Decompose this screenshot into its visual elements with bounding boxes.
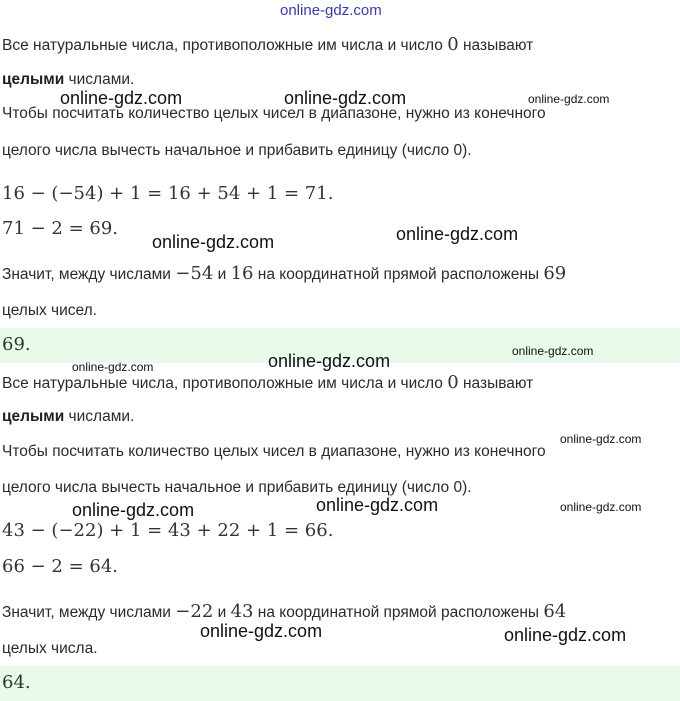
definition-text: называют [462, 375, 534, 392]
watermark: online-gdz.com [504, 625, 627, 645]
conclusion-text: Значит, между числами [2, 266, 171, 283]
watermark: online-gdz.com [268, 351, 391, 371]
math-number: 69 [543, 263, 567, 284]
zero-number: 0 [447, 34, 459, 55]
rule-line: Чтобы посчитать количество целых чисел в диапазоне, нужно из конечного [2, 443, 546, 460]
watermark: online-gdz.com [396, 224, 519, 244]
equation: 43 − (−22) + 1 = 43 + 22 + 1 = 66. [2, 520, 334, 541]
definition-text: называют [462, 37, 534, 54]
conclusion-line [2, 263, 566, 284]
conclusion-text: и [217, 266, 227, 283]
conclusion-text: и [217, 604, 227, 621]
math-number: −54 [175, 263, 214, 284]
math-number: −22 [175, 601, 214, 622]
equation: 66 − 2 = 64. [2, 556, 119, 577]
watermark: online-gdz.com [60, 88, 183, 108]
zero-number: 0 [447, 372, 459, 393]
definition-text: числами. [68, 408, 135, 425]
watermark: online-gdz.com [72, 360, 154, 374]
conclusion-text: Значит, между числами [2, 604, 171, 621]
answer-value: 69. [2, 334, 31, 355]
conclusion-line-2: целых чисел. [2, 302, 97, 319]
bold-term: целыми [2, 71, 65, 88]
definition-line [2, 34, 533, 55]
definition-text: Все натуральные числа, противоположные им числа и число [2, 37, 443, 54]
bold-term: целыми [2, 408, 65, 425]
rule-line: целого числа вычесть начальное и прибавить единицу (число 0). [2, 479, 472, 496]
rule-line: Чтобы посчитать количество целых чисел в диапазоне, нужно из конечного [2, 105, 546, 122]
definition-text: Все натуральные числа, противоположные им числа и число [2, 375, 443, 392]
watermark: online-gdz.com [152, 232, 275, 252]
watermark: online-gdz.com [200, 621, 323, 641]
conclusion-text: на координатной прямой расположены [257, 604, 540, 621]
watermark: online-gdz.com [316, 495, 439, 515]
math-number: 64 [543, 601, 567, 622]
answer-value: 64. [2, 672, 31, 693]
watermark: online-gdz.com [280, 2, 382, 19]
math-number: 16 [230, 263, 254, 284]
definition-line-2 [2, 71, 134, 89]
conclusion-line [2, 601, 566, 622]
definition-line-2 [2, 408, 134, 426]
equation: 16 − (−54) + 1 = 16 + 54 + 1 = 71. [2, 183, 334, 204]
watermark: online-gdz.com [512, 344, 594, 358]
watermark: online-gdz.com [560, 500, 642, 514]
conclusion-line-2: целых числа. [2, 640, 98, 657]
watermark: online-gdz.com [560, 432, 642, 446]
watermark: online-gdz.com [528, 92, 610, 106]
definition-line [2, 372, 533, 393]
watermark: online-gdz.com [72, 500, 195, 520]
math-number: 43 [230, 601, 254, 622]
rule-line: целого числа вычесть начальное и прибавить единицу (число 0). [2, 142, 472, 159]
definition-text: числами. [68, 71, 135, 88]
watermark: online-gdz.com [284, 88, 407, 108]
answer-box [0, 666, 680, 701]
equation: 71 − 2 = 69. [2, 218, 119, 239]
conclusion-text: на координатной прямой расположены [257, 266, 540, 283]
